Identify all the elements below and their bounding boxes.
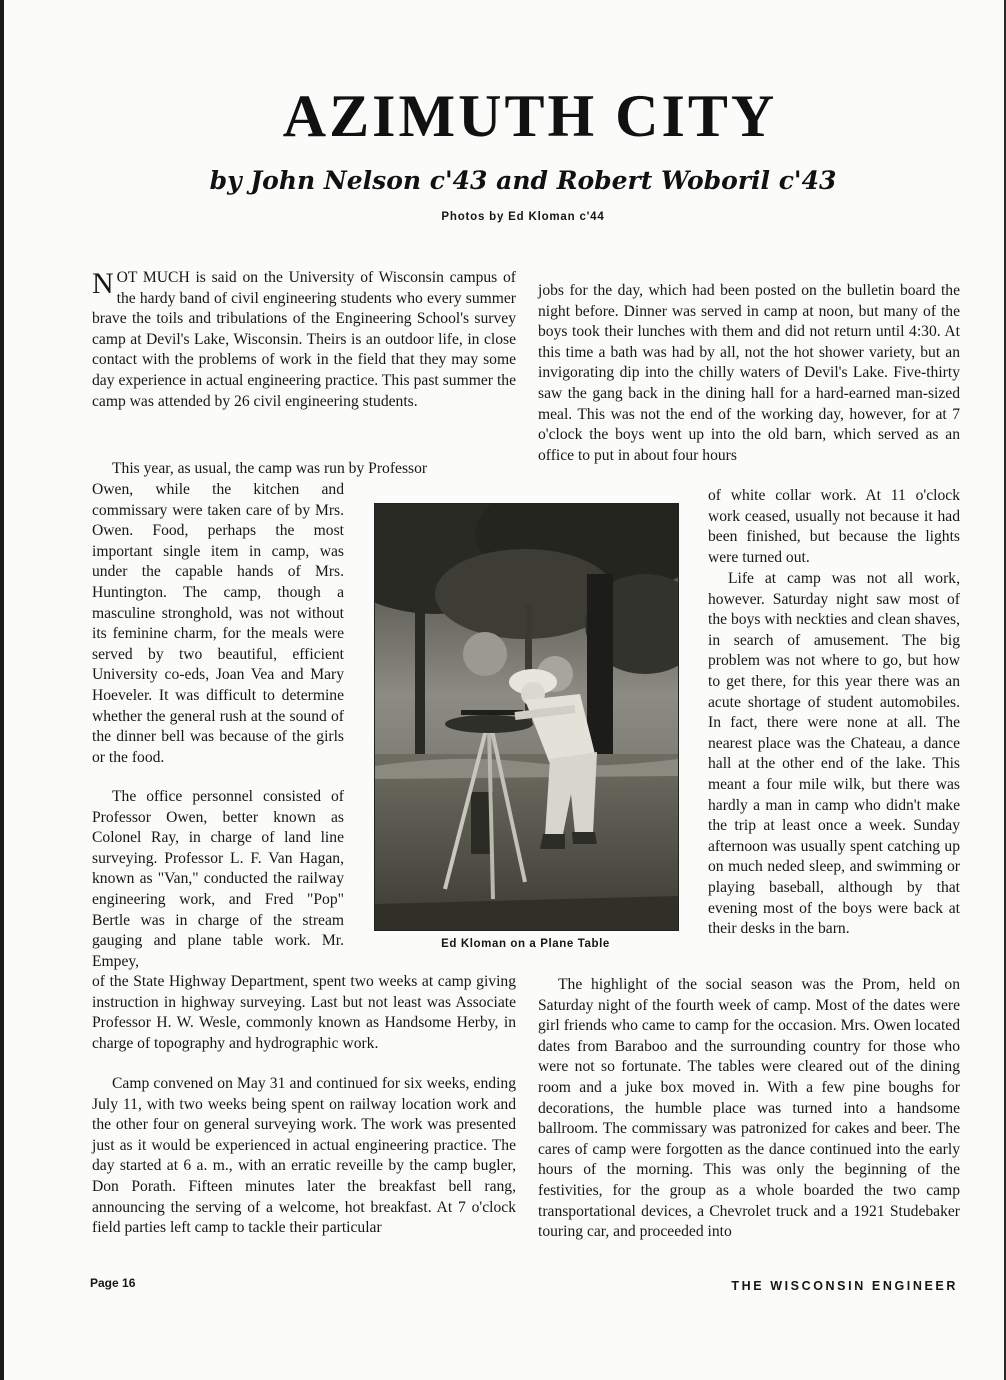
right-paragraph-1: jobs for the day, which had been posted on the bulletin board the night before. Dinner was served in camp at noon, but many of the boys took their lunches with them and did not return until 4:30. At this time a bath was had by all, not the hot shower variety, but an invigorating dip into the chilly waters of Devil's Lake. Five-thirty saw the gang back in the dining hall for a hard-earned man-sized meal. This was not the end of the working day, however, for at 7 o'clock the boys went up into the old barn, which served as an office to put in about four hours: [538, 282, 960, 464]
photo-surveyor-plane-table: [374, 503, 679, 931]
left-paragraph-3-continued: of the State Highway Department, spent two weeks at camp giving instruction in highway surveying. Last but not least was Associate Professor H. W. Wesle, commonly known as Handsome Herby, in charge of topography and hydrographic work.: [92, 973, 516, 1052]
photo-credit: Photos by Ed Kloman c'44: [441, 211, 605, 223]
page-number: Page 16: [90, 1276, 136, 1290]
scan-edge-left: [0, 0, 4, 1380]
left-paragraph-3: The office personnel consisted of Professor Owen, better known as Colonel Ray, in charge of land line surveying. Professor L. F. Van Hagan, known as "Van," conducted the railway engineering work, and Fred "Pop" Bertle was in charge of the stream gauging and plane table work. Mr. Empey,: [92, 788, 344, 970]
article-title: AZIMUTH CITY: [282, 83, 778, 149]
photo-caption: Ed Kloman on a Plane Table: [441, 938, 610, 950]
left-paragraph-4: Camp convened on May 31 and continued for six weeks, ending July 11, with two weeks being spent on railway location work and the other four on general surveying work. The work was presented just as it would be experienced in actual engineering practice. The day started at 6 a. m., with an erratic reveille by the camp bugler, Don Porath. Fifteen minutes later the breakfast bell rang, announcing the serving of a welcome, hot breakfast. At 7 o'clock field parties left camp to tackle their particular: [92, 1075, 516, 1237]
magazine-name: THE WISCONSIN ENGINEER: [731, 1279, 958, 1293]
left-paragraph-2-lead: This year, as usual, the camp was run by Professor: [112, 460, 428, 477]
drop-cap: N: [92, 267, 114, 300]
left-paragraph-1: [92, 268, 516, 412]
right-paragraph-1-continued: of white collar work. At 11 o'clock work ceased, usually not because it had been finished, but because the lights were turned out.: [708, 487, 960, 566]
right-paragraph-2: Life at camp was not all work, however. Saturday night saw most of the boys with neckties and clean shaves, in search of amusement. The big problem was not where to go, but how to get there, for this year there was an acute shortage of student automobiles. In fact, there were none at all. The nearest place was the Chateau, a dance hall at the other end of the lake. This meant a four mile wilk, but there was hardly a man in camp who didn't make the trip at least once a week. Sunday afternoon was usually spent catching up on much neded sleep, and swimming or playing baseball, although by that evening most of the boys were back at their desks in the barn.: [708, 570, 960, 938]
left-paragraph-2: Owen, while the kitchen and commissary were taken care of by Mrs. Owen. Food, perhaps the most important single item in camp, was under the capable hands of Mrs. Huntington. The camp, though a masculine stronghold, was not without its feminine charm, for the meals were served by two beautiful, efficient University co-eds, Joan Vea and Mary Hoeveler. It was difficult to determine whether the general rush at the sound of the dinner bell was because of the girls or the food.: [92, 481, 344, 766]
left-paragraph-1-text: OT MUCH is said on the University of Wisconsin campus of the hardy band of civil engineering students who every summer brave the toils and tribulations of the Engineering School's survey camp at Devil's Lake, Wisconsin. Theirs is an outdoor life, in close contact with the problems of work in the field that they may some day experience in actual engineering practice. This past summer the camp was attended by 26 civil engineering students.: [92, 269, 516, 410]
right-paragraph-3: The highlight of the social season was the Prom, held on Saturday night of the fourth week of camp. Most of the dates were girl friends who came to camp for the occasion. Mrs. Owen located dates from Baraboo and the surrounding country for those who were not so fortunate. The tables were cleared out of the dining room and a juke box moved in. With a few pine boughs for decorations, the humble place was turned into a handsome ballroom. The commissary was patronized for cakes and beer. The cares of camp were forgotten as the dance continued into the early hours of the morning. This was only the beginning of the festivities, for the group as a whole boarded the two camp transportational devices, a Chevrolet truck and a 1921 Studebaker touring car, and proceeded into: [538, 976, 960, 1241]
article-byline: by John Nelson c'43 and Robert Woboril c'43: [209, 166, 837, 195]
